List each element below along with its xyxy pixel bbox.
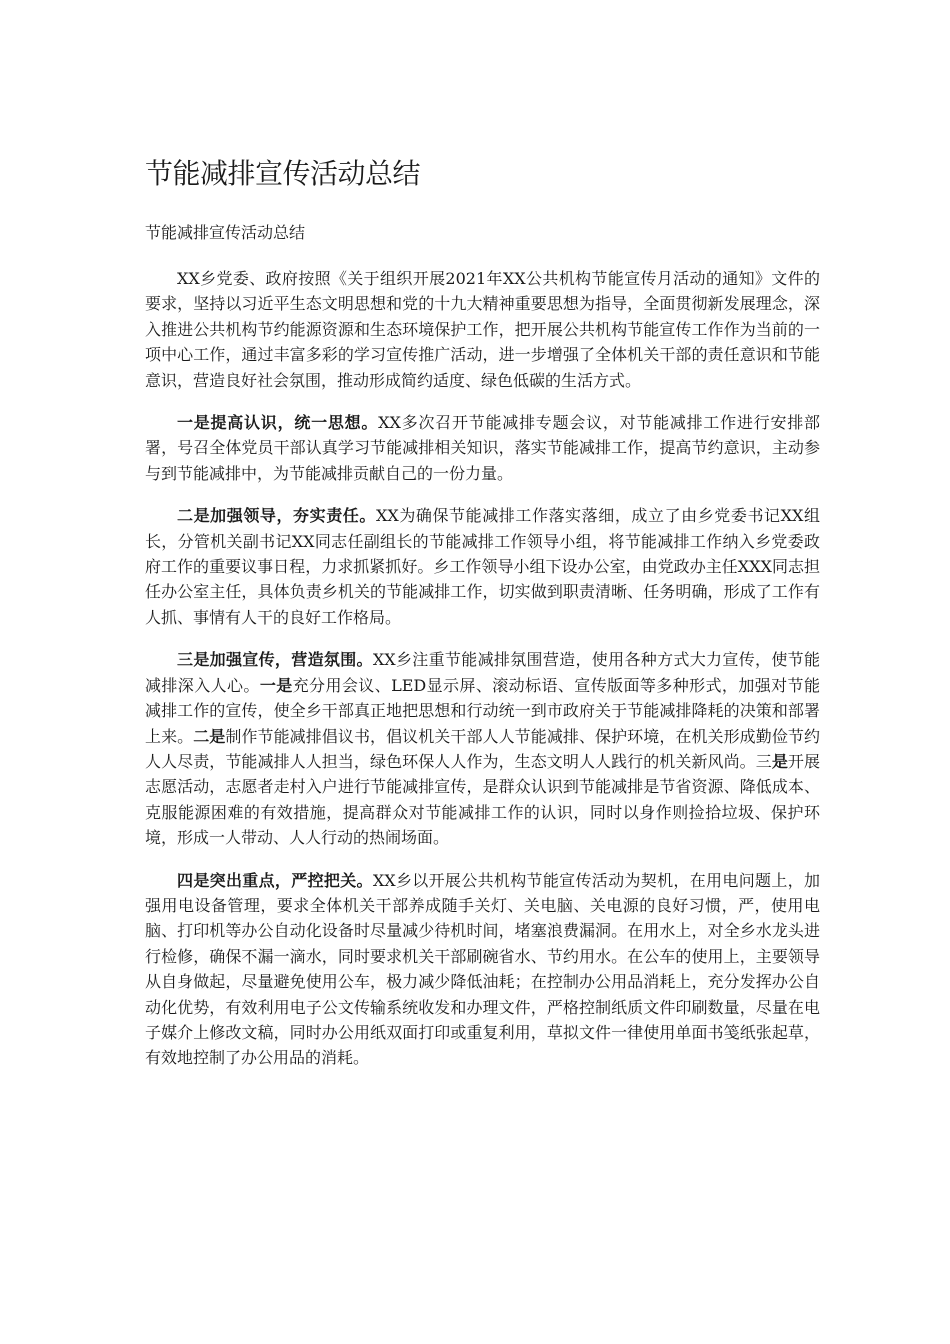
section-4-body: XX乡以开展公共机构节能宣传活动为契机，在用电问题上，加强用电设备管理，要求全体机关干部养成随手关灯、关电脑、关电源的良好习惯，严，使用电脑、打印机等办公自动化设备时尽量减少待机时间，堵塞浪费漏洞。在用水上，对全乡水龙头进行检修，确保不漏一滴水，同时要求机关干部刷碗省水、节约用水。在公车的使用上，主要领导从自身做起，尽量避免使用公车，极力减少降低油耗；在控制办公用品消耗上，充分发挥办公自动化优势，有效利用电子公文传输系统收发和办理文件，严格控制纸质文件印刷数量，尽量在电子媒介上修改文稿，同时办公用纸双面打印或重复利用，草拟文件一律使用单面书笺纸张起草，有效地控制了办公用品的消耗。 [145, 870, 820, 1068]
section-3-body-b: 充分用会议、LED显示屏、滚动标语、宣传版面等多种形式，加强对节能减排工作的宣传，使全乡干部真正地把思想和行动统一到市政府关于节能减排降耗的决策和部署上来。 [145, 675, 820, 746]
section-3-body-d: 开展志愿活动，志愿者走村入户进行节能减排宣传，是群众认识到节能减排是节省资源、降低成本、克服能源困难的有效措施，提高群众对节能减排工作的认识，同时以身作则捡拾垃圾、保护环境，形成一人带动、人人行动的热闹场面。 [145, 751, 820, 848]
section-4-paragraph [145, 868, 820, 1071]
section-1-body: XX多次召开节能减排专题会议，对节能减排工作进行安排部署，号召全体党员干部认真学习节能减排相关知识，落实节能减排工作，提高节约意识，主动参与到节能减排中，为节能减排贡献自己的一份力量。 [145, 413, 820, 483]
document-title: 节能减排宣传活动总结 [145, 157, 421, 190]
section-3-sub-2: 二是 [193, 726, 226, 746]
document-subtitle: 节能减排宣传活动总结 [145, 223, 306, 242]
section-2-paragraph [145, 503, 820, 630]
section-3-body-c: 制作节能减排倡议书，倡议机关干部人人节能减排、保护环境，在机关形成勤俭节约人人尽责，节能减排人人担当，绿色环保人人作为，生态文明人人践行的机关新风尚。三 [145, 726, 820, 771]
section-4-heading: 四是突出重点，严控把关。 [177, 870, 373, 890]
section-2-body: XX为确保节能减排工作落实落细，成立了由乡党委书记XX组长，分管机关副书记XX同志任副组长的节能减排工作领导小组，将节能减排工作纳入乡党委政府工作的重要议事日程，力求抓紧抓好。乡工作领导小组下设办公室，由党政办主任XXX同志担任办公室主任，具体负责乡机关的节能减排工作，切实做到职责清晰、任务明确，形成了工作有人抓、事情有人干的良好工作格局。 [145, 506, 820, 627]
document-page [145, 152, 820, 1071]
section-3-sub-1: 一是 [259, 675, 293, 695]
section-3-body-a: XX乡注重节能减排氛围营造，使用各种方式大力宣传，使节能减排深入人心。 [145, 650, 820, 695]
section-1-heading: 一是提高认识，统一思想。 [177, 413, 379, 433]
section-3-sub-3: 是 [771, 751, 788, 771]
section-2-heading: 二是加强领导，夯实责任。 [177, 506, 376, 526]
section-3-paragraph [145, 647, 820, 850]
intro-paragraph: XX乡党委、政府按照《关于组织开展2021年XX公共机构节能宣传月活动的通知》文件的要求，坚持以习近平生态文明思想和党的十九大精神重要思想为指导，全面贯彻新发展理念，深入推进公共机构节约能源资源和生态环境保护工作，把开展公共机构节能宣传工作作为当前的一项中心工作，通过丰富多彩的学习宣传推广活动，进一步增强了全体机关干部的责任意识和节能意识，营造良好社会氛围，推动形成简约适度、绿色低碳的生活方式。 [145, 269, 820, 390]
section-3-heading: 三是加强宣传，营造氛围。 [177, 650, 373, 670]
section-1-paragraph [145, 410, 820, 486]
